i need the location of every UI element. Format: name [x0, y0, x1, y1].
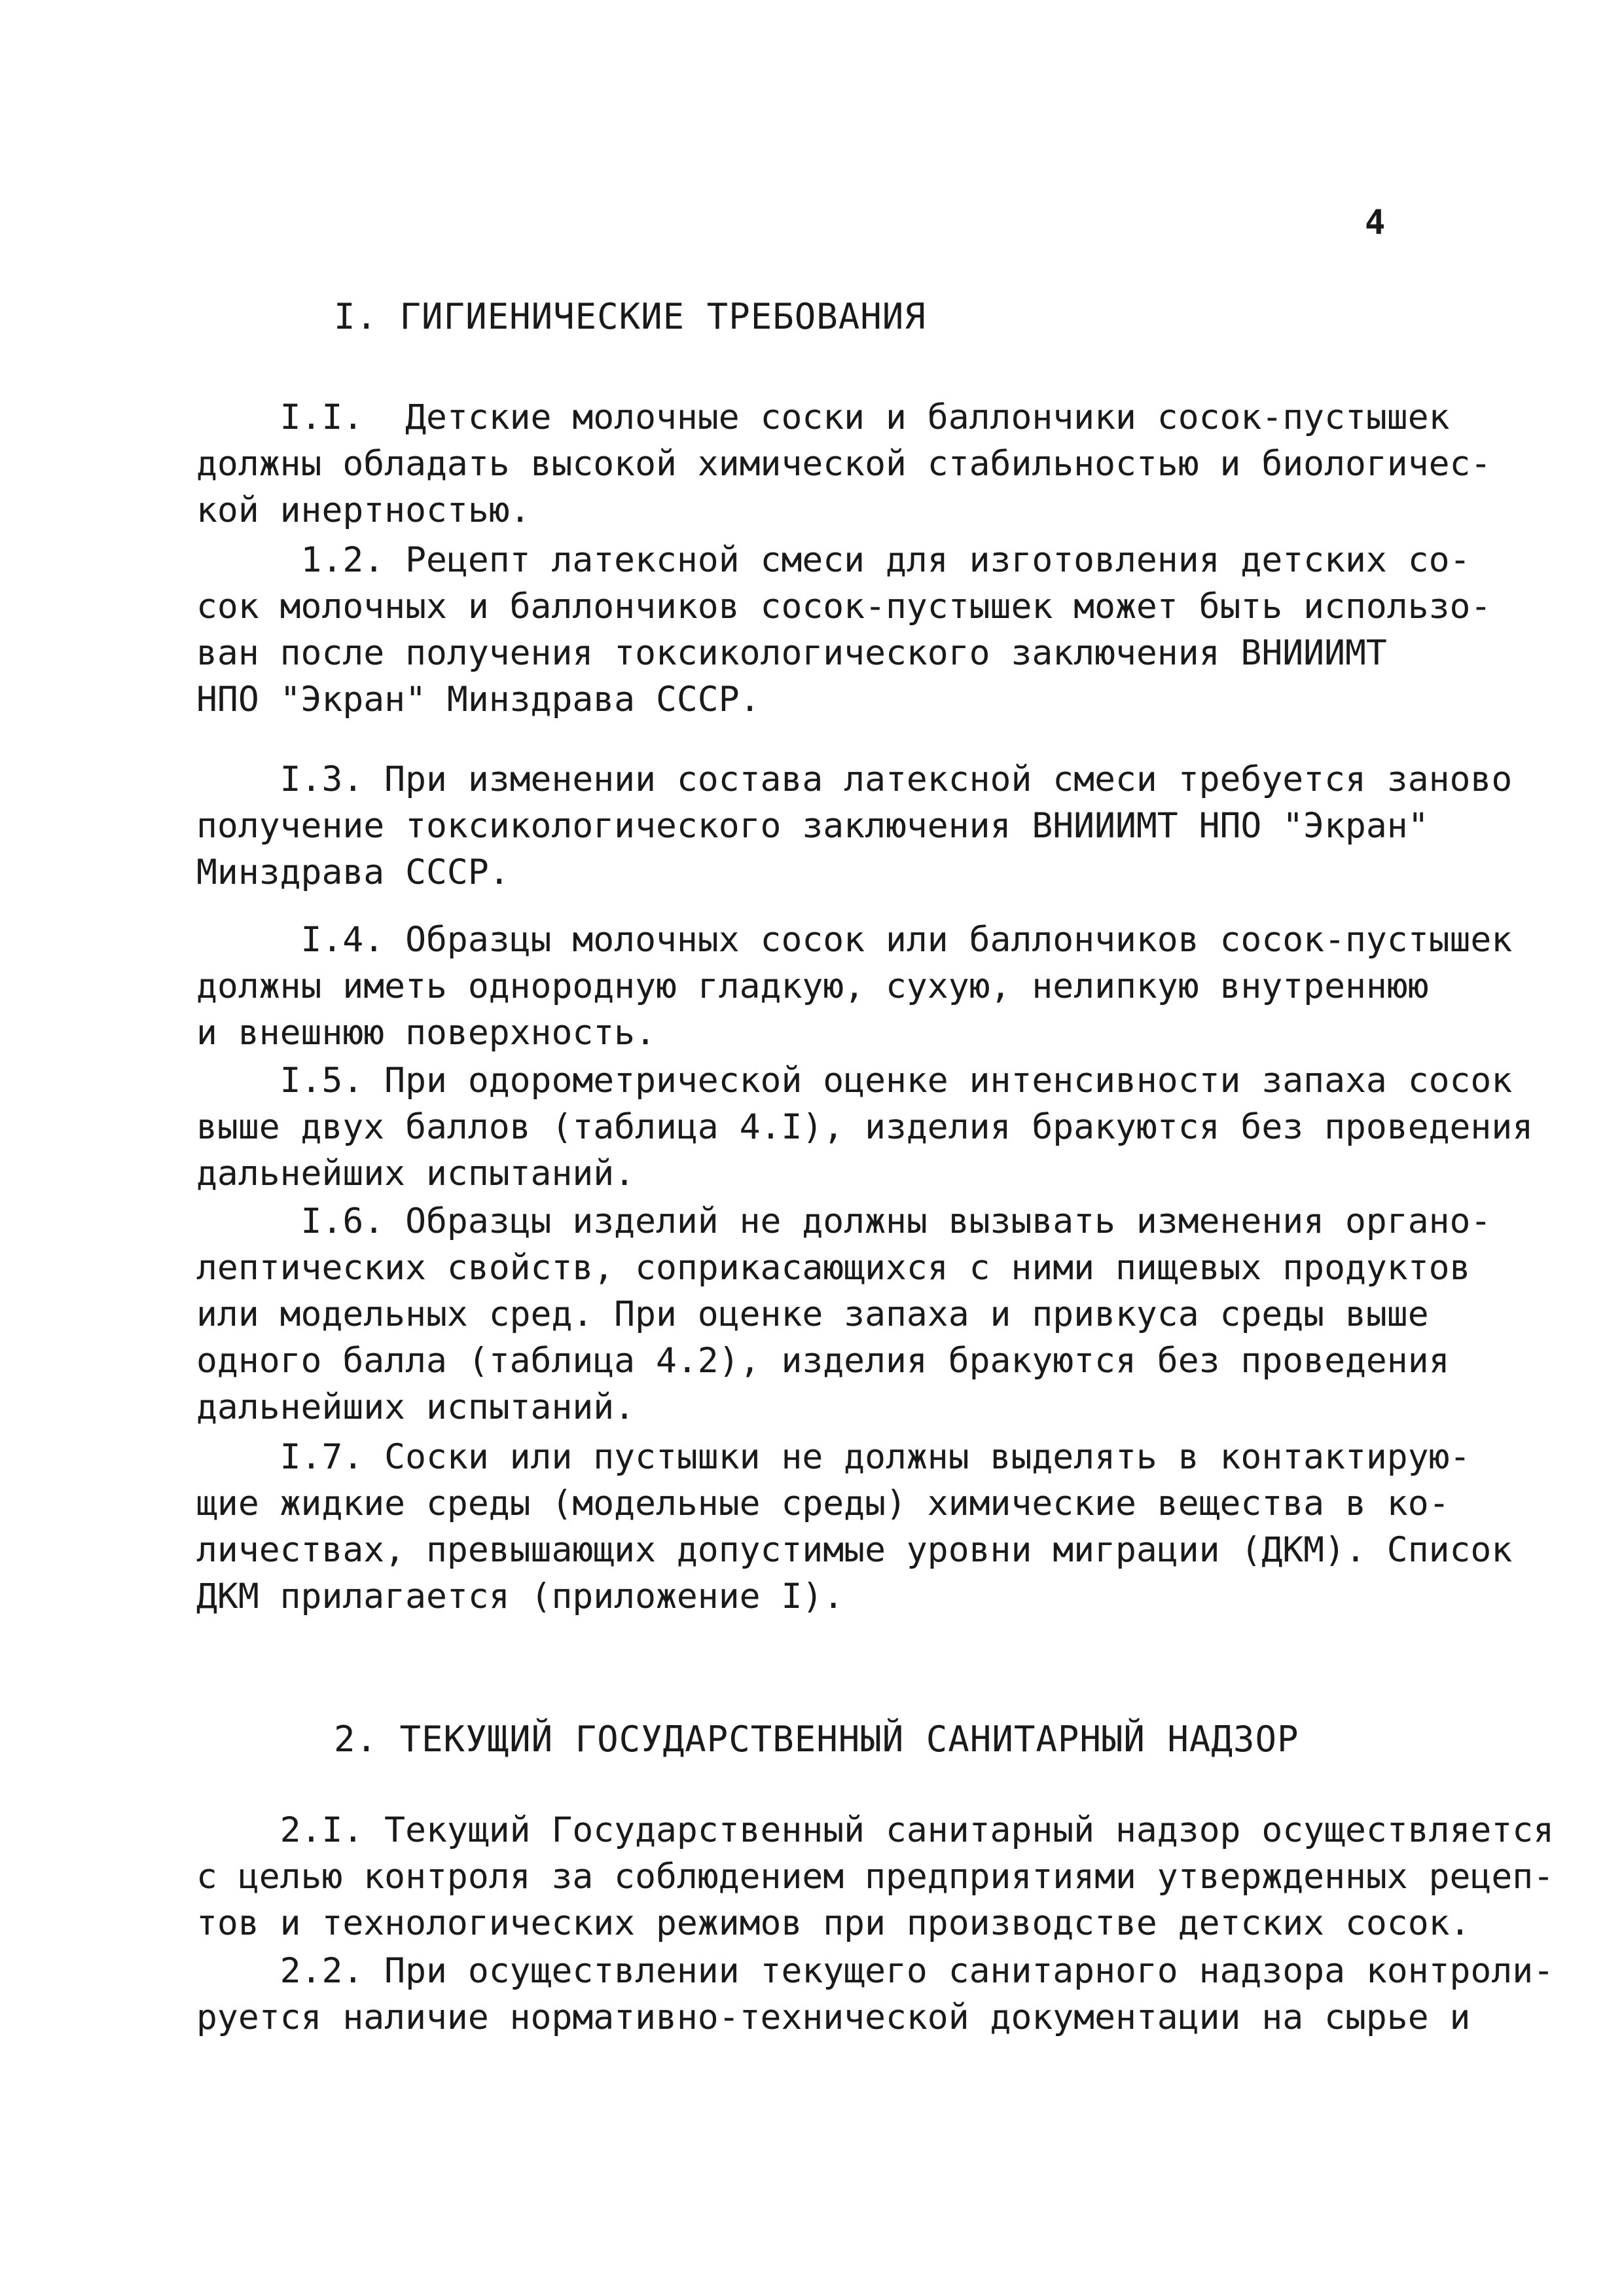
page-number: 4 [1365, 203, 1386, 242]
paragraph-1-2 [196, 537, 1492, 723]
text-line: I.7. Соски или пустышки не должны выделять в контактирую- [196, 1437, 1471, 1477]
text-line: 2.2. При осуществлении текущего санитарного надзора контроли- [196, 1951, 1555, 1991]
text-line: и внешнюю поверхность. [196, 1013, 656, 1053]
paragraph-1-3 [196, 756, 1513, 896]
text-line: кой инертностью. [196, 490, 531, 530]
paragraph-1-6 [196, 1198, 1492, 1430]
paragraph-1-4 [196, 917, 1513, 1056]
text-line: I.6. Образцы изделий не должны вызывать изменения органо- [196, 1201, 1492, 1241]
text-line: I.I. Детские молочные соски и баллончики сосок-пустышек [196, 397, 1450, 437]
text-line: личествах, превышающих допустимые уровни миграции (ДКМ). Список [196, 1530, 1513, 1570]
text-line: ДКМ прилагается (приложение I). [196, 1576, 844, 1616]
section-1-heading: I. ГИГИЕНИЧЕСКИЕ ТРЕБОВАНИЯ [334, 296, 926, 337]
text-line: Минздрава СССР. [196, 852, 510, 892]
section-2-heading: 2. ТЕКУЩИЙ ГОСУДАРСТВЕННЫЙ САНИТАРНЫЙ НАДЗОР [334, 1719, 1299, 1760]
text-line: получение токсикологического заключения ВНИИИМТ НПО "Экран" [196, 806, 1429, 846]
text-line: 2.I. Текущий Государственный санитарный надзор осуществляется [196, 1810, 1555, 1850]
paragraph-2-2 [196, 1948, 1555, 2041]
text-line: ван после получения токсикологического заключения ВНИИИМТ [196, 633, 1387, 673]
text-line: 1.2. Рецепт латексной смеси для изготовления детских со- [196, 540, 1471, 580]
text-line: щие жидкие среды (модельные среды) химические вещества в ко- [196, 1484, 1450, 1523]
paragraph-1-5 [196, 1057, 1534, 1197]
text-line: тов и технологических режимов при производстве детских сосок. [196, 1903, 1471, 1943]
text-line: или модельных сред. При оценке запаха и привкуса среды выше [196, 1294, 1429, 1334]
paragraph-2-1 [196, 1807, 1555, 1946]
text-line: I.3. При изменении состава латексной смеси требуется заново [196, 759, 1513, 799]
text-line: сок молочных и баллончиков сосок-пустышек может быть использо- [196, 587, 1492, 627]
text-line: дальнейших испытаний. [196, 1154, 636, 1194]
text-line: с целью контроля за соблюдением предприятиями утвержденных рецеп- [196, 1857, 1555, 1897]
text-line: должны обладать высокой химической стабильностью и биологичес- [196, 444, 1492, 484]
text-line: руется наличие нормативно-технической документации на сырье и [196, 1997, 1471, 2037]
text-line: I.4. Образцы молочных сосок или баллончиков сосок-пустышек [196, 920, 1513, 960]
text-line: должны иметь однородную гладкую, сухую, нелипкую внутреннюю [196, 966, 1429, 1006]
text-line: одного балла (таблица 4.2), изделия бракуются без проведения [196, 1341, 1450, 1381]
paragraph-1-7 [196, 1434, 1513, 1620]
text-line: выше двух баллов (таблица 4.I), изделия бракуются без проведения [196, 1107, 1534, 1147]
paragraph-1-1 [196, 394, 1492, 534]
text-line: НПО "Экран" Минздрава СССР. [196, 680, 761, 720]
text-line: дальнейших испытаний. [196, 1387, 636, 1427]
text-line: лептических свойств, соприкасающихся с ними пищевых продуктов [196, 1248, 1471, 1288]
text-line: I.5. При одорометрической оценке интенсивности запаха сосок [196, 1061, 1513, 1101]
